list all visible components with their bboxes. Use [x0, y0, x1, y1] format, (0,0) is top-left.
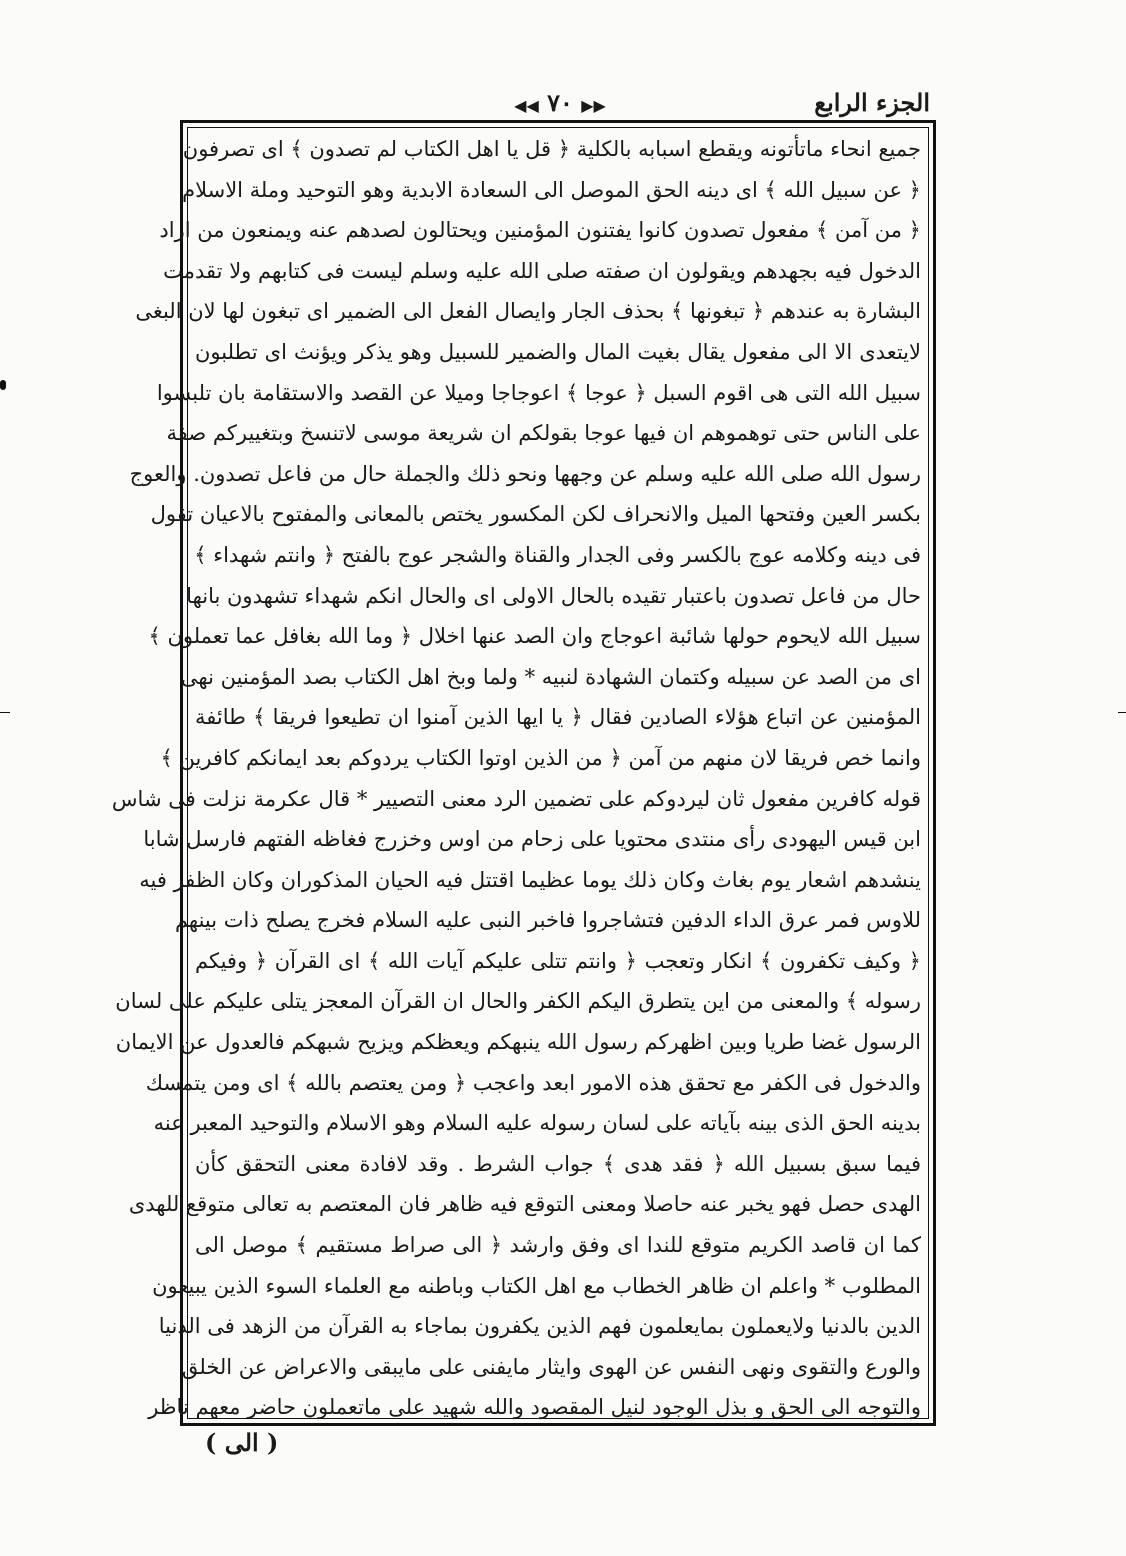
- text-line: وانما خص فريقا لان منهم من آمن ﴿ من الذين اوتوا الكتاب يردوكم بعد ايمانكم كافرين ﴾: [160, 745, 921, 770]
- text-line: ﴿ من آمن ﴾ مفعول تصدون كانوا يفتنون المؤمنين ويحتالون لصدهم عنه ويمنعون من اراد: [159, 218, 921, 243]
- text-line: لايتعدى الا الى مفعول يقال بغيت المال والضمير للسبيل وهو يذكر ويؤنث اى تطلبون: [195, 339, 921, 364]
- text-line: على الناس حتى توهموهم ان فيها عوجا بقولكم ان شريعة موسى لاتنسخ وبتغييركم صفة: [166, 421, 921, 446]
- text-line: البشارة به عندهم ﴿ تبغونها ﴾ بحذف الجار وايصال الفعل الى الضمير اى تبغون لها لان البغى: [135, 299, 921, 324]
- text-line: حال من فاعل تصدون باعتبار تقيده بالحال الاولى اى والحال انكم شهداء تشهدون بانها: [186, 583, 921, 608]
- text-line: ﴿ وكيف تكفرون ﴾ انكار وتعجب ﴿ وانتم تتلى عليكم آيات الله ﴾ اى القرآن ﴿ وفيكم: [195, 948, 921, 973]
- text-line: رسوله ﴾ والمعنى من اين يتطرق اليكم الكفر والحال ان القرآن المعجز يتلى عليكم على لسان: [115, 989, 921, 1014]
- text-line: قوله كافرين مفعول ثان ليردوكم على تضمين الرد معنى التصيير * قال عكرمة نزلت فى شاس: [111, 786, 921, 811]
- text-line: والدخول فى الكفر مع تحقق هذه الامور ابعد واعجب ﴿ ومن يعتصم بالله ﴾ اى ومن يتمسك: [145, 1070, 921, 1095]
- text-line: ابن قيس اليهودى رأى منتدى محتويا على زحام من اوس وخزرج فغاظه الفتهم فارسل شابا: [143, 827, 921, 852]
- text-line: بكسر العين وفتحها الميل والانحراف لكن المكسور يختص بالمعانى والمفتوح بالاعيان تقول: [150, 502, 921, 527]
- margin-tick: [1118, 712, 1126, 713]
- text-line: رسول الله صلى الله عليه وسلم عن وجهها ونحو ذلك والجملة حال من فاعل تصدون. والعوج: [129, 461, 921, 486]
- text-line: الرسول غضا طريا وبين اظهركم رسول الله ينبهكم ويعظكم ويزيح شبهكم فالعدول عن الايمان: [115, 1030, 921, 1055]
- text-line: سبيل الله لايحوم حولها شائبة اعوجاج وان الصد عنها اخلال ﴿ وما الله بغافل عما تعملون ﴾: [148, 624, 921, 649]
- text-line: اى من الصد عن سبيله وكتمان الشهادة لنبيه * ولما وبخ اهل الكتاب بصد المؤمنين نهى: [180, 664, 921, 689]
- text-line: المؤمنين عن اتباع هؤلاء الصادين فقال ﴿ يا ايها الذين آمنوا ان تطيعوا فريقا ﴾ طائفة: [195, 705, 921, 730]
- text-line: الهدى حصل فهو يخبر عنه حاصلا ومعنى التوقع فيه ظاهر فان المعتصم به تعالى متوقع للهدى: [128, 1192, 921, 1217]
- text-line: كما ان قاصد الكريم متوقع للندا اى وفق وارشد ﴿ الى صراط مستقيم ﴾ موصل الى: [195, 1233, 921, 1258]
- text-line: والورع والتقوى ونهى النفس عن الهوى وايثار مايفنى على مايبقى والاعراض عن الخلق: [181, 1354, 921, 1379]
- text-line: للاوس فمر عرق الداء الدفين فتشاجروا فاخبر النبى عليه السلام فخرج يصلح ذات بينهم: [174, 908, 921, 933]
- margin-mark: [0, 380, 6, 390]
- text-line: فيما سبق بسبيل الله ﴿ فقد هدى ﴾ جواب الشرط . وقد لافادة معنى التحقق كأن: [195, 1151, 921, 1176]
- text-line: والتوجه الى الحق و بذل الوجود لنيل المقصود والله شهيد على ماتعملون حاضر معهم ناظر: [148, 1395, 921, 1420]
- text-line: الدين بالدنيا ولايعملون بمايعلمون فهم الذين يكفرون بماجاء به القرآن من الزهد فى الدنيا: [158, 1314, 921, 1339]
- text-line: المطلوب * واعلم ان ظاهر الخطاب مع اهل الكتاب وباطنه مع العلماء السوء الذين يبيعون: [152, 1273, 921, 1298]
- page-header: [190, 86, 930, 122]
- ornament-right-icon: ▶▶: [581, 96, 606, 115]
- text-line: سبيل الله التى هى اقوم السبل ﴿ عوجا ﴾ اعوجاجا وميلا عن القصد والاستقامة بان تلبسوا: [156, 380, 921, 405]
- section-title: الجزء الرابع: [814, 88, 930, 117]
- text-line: ينشدهم اشعار يوم بغاث وكان ذلك يوما عظيما اقتتل فيه الحيان المذكوران وكان الظفر فيه: [139, 867, 921, 892]
- text-line: بدينه الحق الذى بينه بآياته على لسان رسوله عليه السلام وهو الاسلام والتوحيد المعبر عنه: [153, 1111, 921, 1136]
- ornament-left-icon: ◀◀: [514, 96, 539, 115]
- page-number: ٧٠: [547, 88, 573, 117]
- text-line: جميع انحاء ماتأتونه ويقطع اسبابه بالكلية ﴿ قل يا اهل الكتاب لم تصدون ﴾ اى تصرفون: [182, 137, 921, 161]
- page-number-group: [500, 86, 620, 123]
- text-line: فى دينه وكلامه عوج بالكسر وفى الجدار والقناة والشجر عوج بالفتح ﴿ وانتم شهداء ﴾: [194, 542, 921, 567]
- body-text: [111, 129, 921, 1428]
- text-frame: [111, 120, 936, 1426]
- catchword: ( الى ): [205, 1428, 279, 1457]
- text-line: الدخول فيه بجهدهم ويقولون ان صفته صلى الله عليه وسلم ليست فى كتابهم ولا تقدمت: [163, 258, 921, 283]
- text-line: ﴿ عن سبيل الله ﴾ اى دينه الحق الموصل الى السعادة الابدية وهو التوحيد وملة الاسلام: [182, 177, 921, 202]
- margin-tick: [0, 712, 10, 713]
